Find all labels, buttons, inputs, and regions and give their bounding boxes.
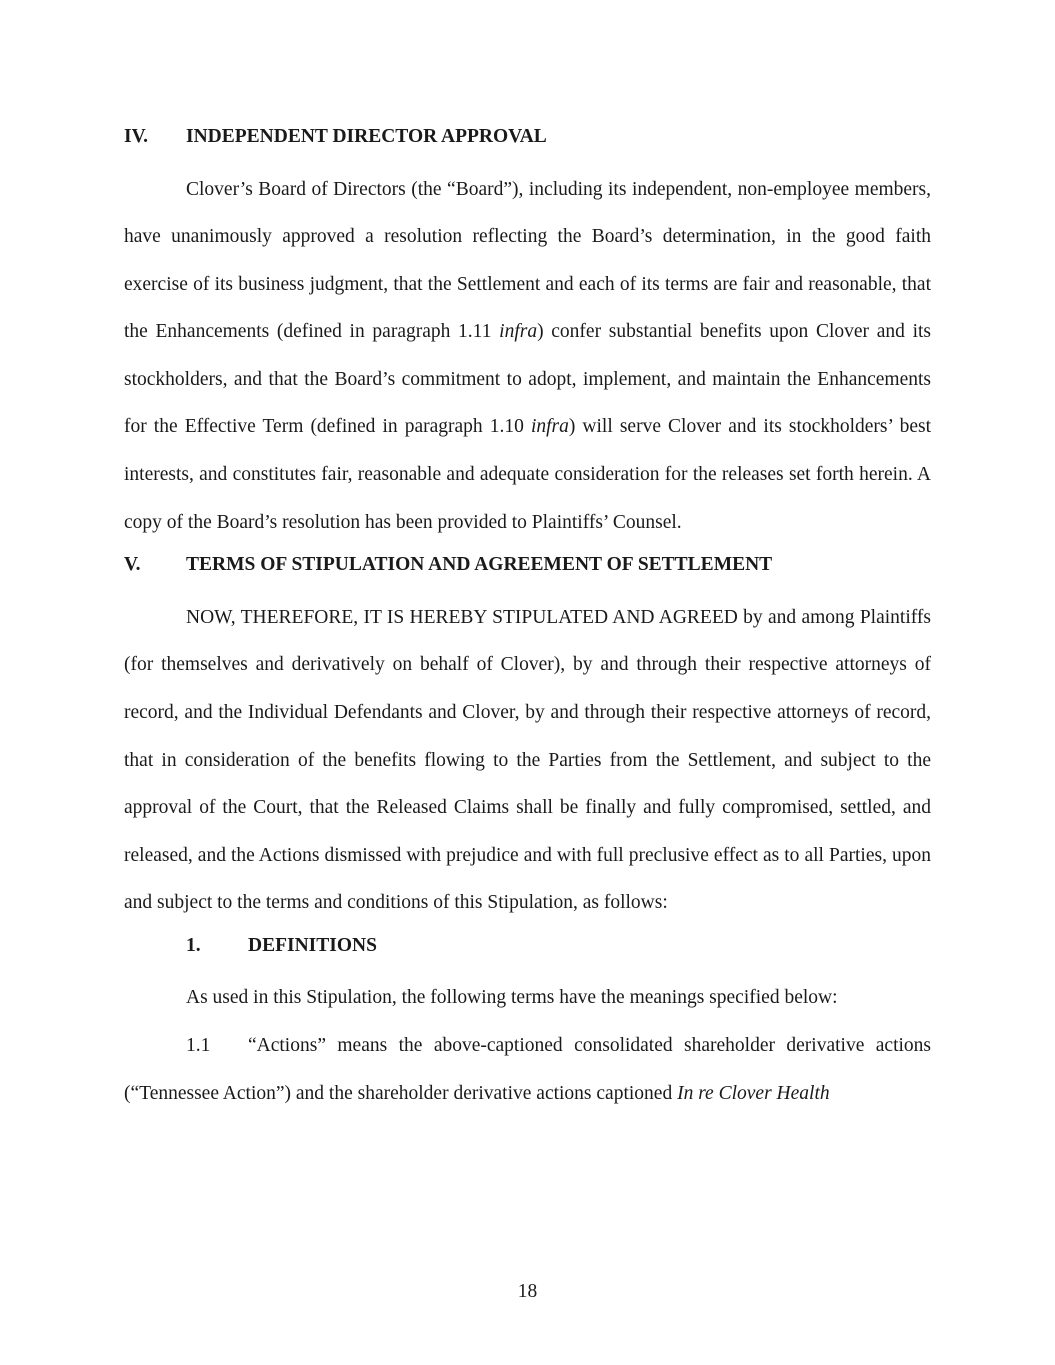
document-page [124, 118, 931, 1117]
definition-1-1-text: “Actions” means the above-captioned consolidated shareholder derivative actions (“Tennessee Action”) and the shareholder derivative actions captioned [124, 1035, 931, 1104]
section-iv-paragraph [124, 166, 931, 547]
section-iv-infra-2: infra [530, 416, 569, 438]
definitions-title: DEFINITIONS [248, 934, 377, 956]
section-iv-text-2: ) confer substantial benefits upon Clover and its stockholders, and that the Board’s commitment to adopt, implement, and maintain the Enhancements for the Effective Term (defined in paragraph 1.10 [124, 321, 931, 438]
definitions-intro: As used in this Stipulation, the following terms have the meanings specified below: [186, 987, 838, 1009]
section-v-heading [124, 546, 931, 594]
section-iv-text-1: Clover’s Board of Directors (the “Board”), including its independent, non-employee members, have unanimously approved a resolution reflecting the Board’s determination, in the good faith exercise of its business judgment, that the Settlement and each of its terms are fair and reasonable, that the Enhancements (defined in paragraph 1.11 [124, 178, 931, 343]
definitions-number: 1. [186, 934, 201, 956]
section-iv-heading [124, 118, 931, 166]
definition-1-1-caption: In re Clover Health [677, 1082, 830, 1104]
section-v-paragraph: NOW, THEREFORE, IT IS HEREBY STIPULATED AND AGREED by and among Plaintiffs (for themselves and derivatively on behalf of Clover), by and through their respective attorneys of record, and the Individual Defendants and Clover, by and through their respective attorneys of record, that in consideration of the benefits flowing to the Parties from the Settlement, and subject to the approval of the Court, that the Released Claims shall be finally and fully compromised, settled, and released, and the Actions dismissed with prejudice and with full preclusive effect as to all Parties, upon and subject to the terms and conditions of this Stipulation, as follows: [124, 606, 931, 914]
definition-1-1-number: 1.1 [186, 1035, 211, 1056]
section-iv-number: IV. [124, 126, 149, 147]
section-iv-text-3: ) will serve Clover and its stockholders’ best interests, and constitutes fair, reasonable and adequate consideration for the releases set forth herein. A copy of the Board’s resolution has been provided to Plaintiffs’ Counsel. [124, 416, 931, 533]
definition-1-1 [124, 1022, 931, 1117]
section-v-title: TERMS OF STIPULATION AND AGREEMENT OF SETTLEMENT [186, 554, 773, 576]
page-number: 18 [517, 1281, 538, 1302]
section-iv-title: INDEPENDENT DIRECTOR APPROVAL [186, 126, 547, 147]
definitions-heading [124, 927, 931, 975]
section-iv-infra-1: infra [499, 321, 538, 343]
section-v-number: V. [124, 554, 141, 576]
